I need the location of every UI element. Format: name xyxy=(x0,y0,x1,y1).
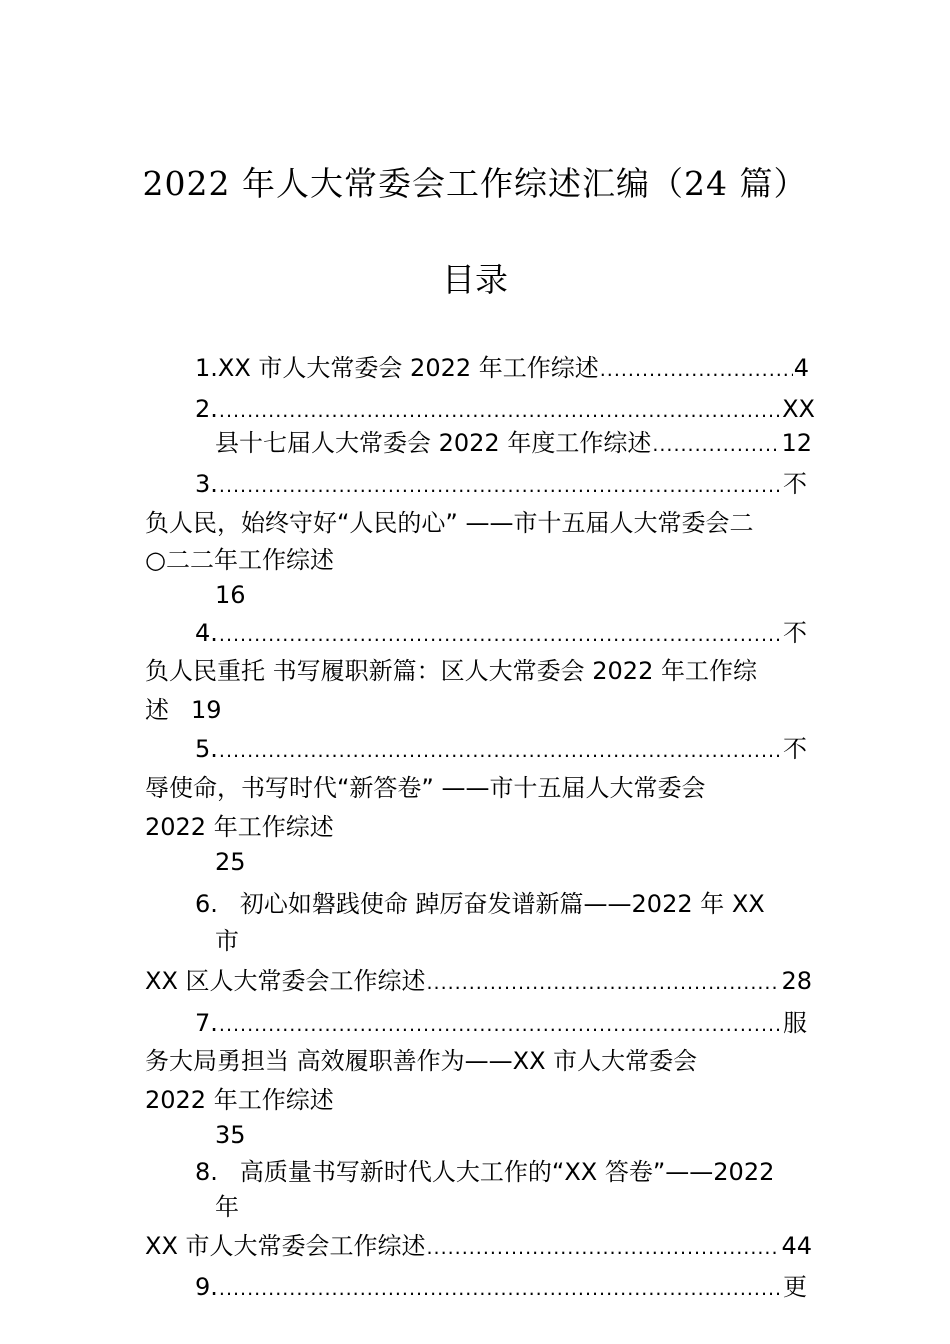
toc-entry-number: 2. xyxy=(195,395,218,423)
toc-entry-title: 县十七届人大常委会 2022 年度工作综述 xyxy=(215,429,652,457)
toc-entry-9[interactable] xyxy=(195,1272,807,1304)
toc-entry-title-line: 2022 年工作综述 xyxy=(145,813,334,841)
toc-entry-5[interactable] xyxy=(195,734,807,766)
toc-entry-2-continued[interactable] xyxy=(215,428,812,460)
toc-entry-title: 初心如磐践使命 踔厉奋发谱新篇——2022 年 XX xyxy=(239,890,765,918)
toc-entry-title-line: 市 xyxy=(215,927,239,955)
toc-entry-number: 6. xyxy=(195,890,218,918)
toc-entry-title-line: 务大局勇担当 高效履职善作为——XX 市人大常委会 xyxy=(145,1047,698,1075)
toc-entry-page: 4 xyxy=(793,354,809,382)
toc-entry-number: 1. xyxy=(195,354,218,382)
toc-entry-number: 9. xyxy=(195,1273,218,1301)
toc-entry-1[interactable] xyxy=(195,353,809,385)
toc-entry-title: XX 市人大常委会工作综述 xyxy=(145,1232,426,1260)
dot-leader xyxy=(219,469,782,501)
toc-entry-title: XX 市人大常委会 2022 年工作综述 xyxy=(217,354,599,382)
toc-entry-page: 12 xyxy=(781,429,812,457)
toc-entry-title-line: 辱使命，书写时代“新答卷” ——市十五届人大常委会 xyxy=(145,774,706,802)
dot-leader xyxy=(652,428,780,460)
toc-entry-title-start: 不 xyxy=(783,619,807,647)
toc-entry-2[interactable] xyxy=(195,394,815,426)
dot-leader xyxy=(427,966,781,998)
toc-entry-4[interactable] xyxy=(195,618,807,650)
toc-entry-title-line: 2022 年工作综述 xyxy=(145,1086,334,1114)
toc-entry-number: 5. xyxy=(195,735,218,763)
toc-entry-8-continued[interactable] xyxy=(145,1231,812,1263)
toc-entry-6[interactable] xyxy=(195,889,765,919)
toc-entry-title-line: 负人民重托 书写履职新篇：区人大常委会 2022 年工作综 xyxy=(145,657,757,685)
toc-entry-title: 高质量书写新时代人大工作的“XX 答卷”——2022 xyxy=(239,1158,775,1186)
dot-leader xyxy=(219,618,782,650)
toc-entry-6-continued[interactable] xyxy=(145,966,812,998)
dot-leader xyxy=(427,1231,781,1263)
toc-entry-page: 35 xyxy=(215,1121,246,1149)
toc-heading: 目录 xyxy=(442,260,508,299)
dot-leader xyxy=(219,1272,782,1304)
toc-entry-title-line xyxy=(145,695,222,725)
toc-entry-page: 28 xyxy=(781,967,812,995)
document-title: 2022 年人大常委会工作综述汇编（24 篇） xyxy=(142,164,808,203)
toc-entry-number: 3. xyxy=(195,470,218,498)
toc-entry-title-line: ○二二年工作综述 xyxy=(145,546,334,574)
toc-entry-page: 25 xyxy=(215,848,246,876)
toc-entry-title: XX 区人大常委会工作综述 xyxy=(145,967,426,995)
toc-entry-title-start: 不 xyxy=(783,735,807,763)
toc-entry-title-line: 年 xyxy=(215,1193,239,1221)
toc-entry-8[interactable] xyxy=(195,1157,774,1187)
dot-leader xyxy=(219,734,782,766)
toc-entry-page: 44 xyxy=(781,1232,812,1260)
dot-leader xyxy=(600,353,793,385)
toc-entry-title-start: 服 xyxy=(783,1009,807,1037)
toc-entry-title-start: 不 xyxy=(783,470,807,498)
toc-entry-number: 7. xyxy=(195,1009,218,1037)
toc-entry-title-start: XX xyxy=(782,395,815,423)
toc-entry-number: 8. xyxy=(195,1158,218,1186)
toc-entry-page: 19 xyxy=(191,696,222,724)
toc-entry-title-line: 负人民，始终守好“人民的心” ——市十五届人大常委会二 xyxy=(145,509,754,537)
toc-entry-number: 4. xyxy=(195,619,218,647)
toc-entry-3[interactable] xyxy=(195,469,807,501)
toc-entry-title-start: 更 xyxy=(783,1273,807,1301)
toc-entry-page: 16 xyxy=(215,581,246,609)
toc-entry-title-end: 述 xyxy=(145,696,169,724)
dot-leader xyxy=(219,394,781,426)
toc-entry-7[interactable] xyxy=(195,1008,807,1040)
dot-leader xyxy=(219,1008,782,1040)
